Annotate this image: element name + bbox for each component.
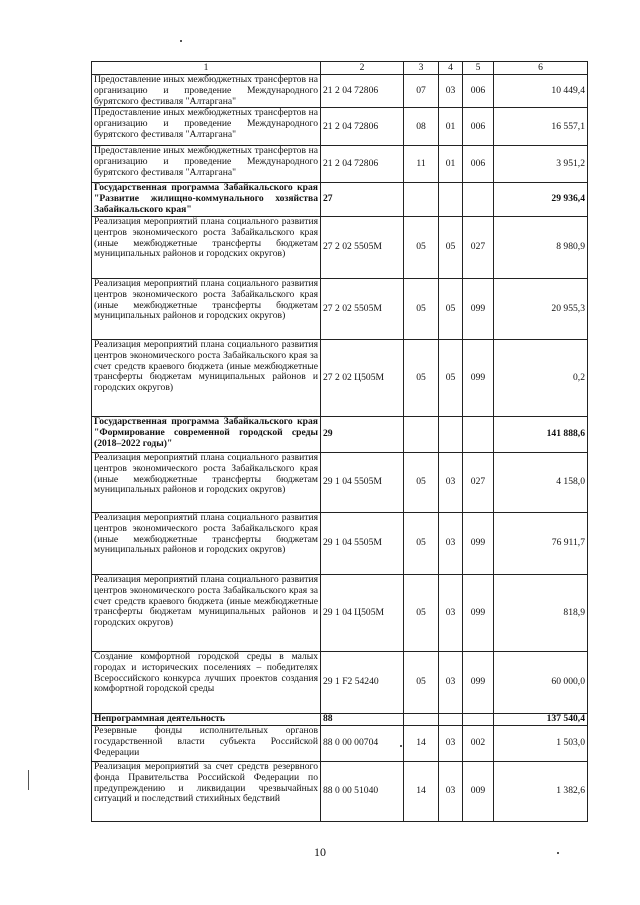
target-code: 29 1 04 5505M xyxy=(321,512,404,574)
admin-code: 099 xyxy=(463,574,494,651)
target-code: 29 1 F2 54240 xyxy=(321,651,404,713)
section-code: 05 xyxy=(404,452,439,512)
admin-code: 099 xyxy=(463,512,494,574)
admin-code xyxy=(463,416,494,452)
item-name: Реализация мероприятий за счет средств резервного фонда Правительства Российской Федерации по предупреждению и ликвидации чрезвычайных ситуаций и последствий стихийных бедствий xyxy=(92,761,321,821)
section-code xyxy=(404,183,439,216)
section-code: 05 xyxy=(404,651,439,713)
amount: 141 888,6 xyxy=(494,416,588,452)
subsection-code: 01 xyxy=(439,108,463,146)
admin-code: 099 xyxy=(463,278,494,339)
item-name: Реализация мероприятий плана социального развития центров экономического роста Забайкальского края за счет средств краевого бюджета (иные межбюджетные трансферты бюджетам муниципальных районов и городских округов) xyxy=(92,574,321,651)
subsection-code: 01 xyxy=(439,146,463,183)
admin-code xyxy=(463,713,494,725)
item-name: Реализация мероприятий плана социального развития центров экономического роста Забайкальского края за счет средств краевого бюджета (иные межбюджетные трансферты бюджетам муниципальных районов и городских округов) xyxy=(92,339,321,416)
target-code: 88 0 00 00704 xyxy=(321,725,404,761)
target-code: 29 1 04 5505M xyxy=(321,452,404,512)
admin-code: 027 xyxy=(463,452,494,512)
table-row xyxy=(92,416,588,452)
table-row xyxy=(92,108,588,146)
table-row xyxy=(92,278,588,339)
target-code: 27 2 02 Ц505M xyxy=(321,339,404,416)
admin-code: 009 xyxy=(463,761,494,821)
amount: 16 557,1 xyxy=(494,108,588,146)
section-code xyxy=(404,416,439,452)
table-row xyxy=(92,146,588,183)
target-code: 21 2 04 72806 xyxy=(321,108,404,146)
amount: 29 936,4 xyxy=(494,183,588,216)
table-row xyxy=(92,651,588,713)
admin-code xyxy=(463,183,494,216)
item-name: Непрограммная деятельность xyxy=(92,713,321,725)
item-name: Предоставление иных межбюджетных трансфертов на организацию и проведение Международного бурятского фестиваля "Алтаргана" xyxy=(92,75,321,108)
amount: 1 503,0 xyxy=(494,725,588,761)
table-body xyxy=(92,62,588,822)
table-row xyxy=(92,725,588,761)
amount: 20 955,3 xyxy=(494,278,588,339)
amount: 3 951,2 xyxy=(494,146,588,183)
scan-speck xyxy=(180,40,182,42)
amount: 10 449,4 xyxy=(494,75,588,108)
subsection-code: 05 xyxy=(439,216,463,278)
section-code: 08 xyxy=(404,108,439,146)
subsection-code: 03 xyxy=(439,725,463,761)
subsection-code: 05 xyxy=(439,339,463,416)
item-name: Реализация мероприятий плана социального развития центров экономического роста Забайкальского края (иные межбюджетные трансферты бюджетам муниципальных районов и городских округов) xyxy=(92,278,321,339)
target-code: 27 xyxy=(321,183,404,216)
target-code: 21 2 04 72806 xyxy=(321,146,404,183)
target-code: 88 0 00 51040 xyxy=(321,761,404,821)
amount: 1 382,6 xyxy=(494,761,588,821)
column-header: 4 xyxy=(439,62,463,75)
table-row xyxy=(92,339,588,416)
amount: 60 000,0 xyxy=(494,651,588,713)
table-row xyxy=(92,512,588,574)
target-code: 88 xyxy=(321,713,404,725)
budget-table xyxy=(91,61,588,822)
amount: 4 158,0 xyxy=(494,452,588,512)
section-code: 05 xyxy=(404,278,439,339)
subsection-code xyxy=(439,183,463,216)
table-row xyxy=(92,713,588,725)
scan-speck xyxy=(28,770,29,790)
subsection-code: 03 xyxy=(439,574,463,651)
table-row xyxy=(92,452,588,512)
subsection-code xyxy=(439,713,463,725)
item-name: Резервные фонды исполнительных органов государственной власти субъекта Российской Федерации xyxy=(92,725,321,761)
target-code: 27 2 02 5505M xyxy=(321,278,404,339)
section-code: 05 xyxy=(404,574,439,651)
amount: 818,9 xyxy=(494,574,588,651)
subsection-code: 03 xyxy=(439,761,463,821)
column-header: 2 xyxy=(321,62,404,75)
section-code: 05 xyxy=(404,512,439,574)
column-header: 3 xyxy=(404,62,439,75)
column-header: 5 xyxy=(463,62,494,75)
item-name: Реализация мероприятий плана социального развития центров экономического роста Забайкальского края (иные межбюджетные трансферты бюджетам муниципальных районов и городских округов) xyxy=(92,216,321,278)
table-row xyxy=(92,574,588,651)
table-row xyxy=(92,216,588,278)
amount: 137 540,4 xyxy=(494,713,588,725)
admin-code: 027 xyxy=(463,216,494,278)
target-code: 29 xyxy=(321,416,404,452)
item-name: Создание комфортной городской среды в малых городах и исторических поселениях – победителях Всероссийского конкурса лучших проектов создания комфортной городской среды xyxy=(92,651,321,713)
page-number: 10 xyxy=(314,845,326,859)
target-code: 27 2 02 5505M xyxy=(321,216,404,278)
item-name: Государственная программа Забайкальского края "Формирование современной городской среды (2018–2022 годы)" xyxy=(92,416,321,452)
subsection-code xyxy=(439,416,463,452)
section-code: 11 xyxy=(404,146,439,183)
amount: 8 980,9 xyxy=(494,216,588,278)
item-name: Государственная программа Забайкальского края "Развитие жилищно-коммунального хозяйства Забайкальского края" xyxy=(92,183,321,216)
amount: 76 911,7 xyxy=(494,512,588,574)
column-header: 1 xyxy=(92,62,321,75)
subsection-code: 03 xyxy=(439,512,463,574)
scan-speck xyxy=(557,852,559,854)
section-code: 05 xyxy=(404,216,439,278)
target-code: 29 1 04 Ц505M xyxy=(321,574,404,651)
scan-speck xyxy=(400,745,402,747)
section-code: 14 xyxy=(404,725,439,761)
subsection-code: 05 xyxy=(439,278,463,339)
admin-code: 006 xyxy=(463,108,494,146)
admin-code: 006 xyxy=(463,75,494,108)
admin-code: 002 xyxy=(463,725,494,761)
section-code: 14 xyxy=(404,761,439,821)
table-row xyxy=(92,183,588,216)
column-header: 6 xyxy=(494,62,588,75)
amount: 0,2 xyxy=(494,339,588,416)
item-name: Реализация мероприятий плана социального развития центров экономического роста Забайкальского края (иные межбюджетные трансферты бюджетам муниципальных районов и городских округов) xyxy=(92,452,321,512)
header-row xyxy=(92,62,588,75)
section-code: 07 xyxy=(404,75,439,108)
item-name: Предоставление иных межбюджетных трансфертов на организацию и проведение Международного бурятского фестиваля "Алтаргана" xyxy=(92,146,321,183)
target-code: 21 2 04 72806 xyxy=(321,75,404,108)
admin-code: 006 xyxy=(463,146,494,183)
item-name: Реализация мероприятий плана социального развития центров экономического роста Забайкальского края (иные межбюджетные трансферты бюджетам муниципальных районов и городских округов) xyxy=(92,512,321,574)
section-code xyxy=(404,713,439,725)
table-row xyxy=(92,75,588,108)
section-code: 05 xyxy=(404,339,439,416)
subsection-code: 03 xyxy=(439,651,463,713)
subsection-code: 03 xyxy=(439,75,463,108)
subsection-code: 03 xyxy=(439,452,463,512)
admin-code: 099 xyxy=(463,339,494,416)
table-row xyxy=(92,761,588,821)
item-name: Предоставление иных межбюджетных трансфертов на организацию и проведение Международного бурятского фестиваля "Алтаргана" xyxy=(92,108,321,146)
admin-code: 099 xyxy=(463,651,494,713)
